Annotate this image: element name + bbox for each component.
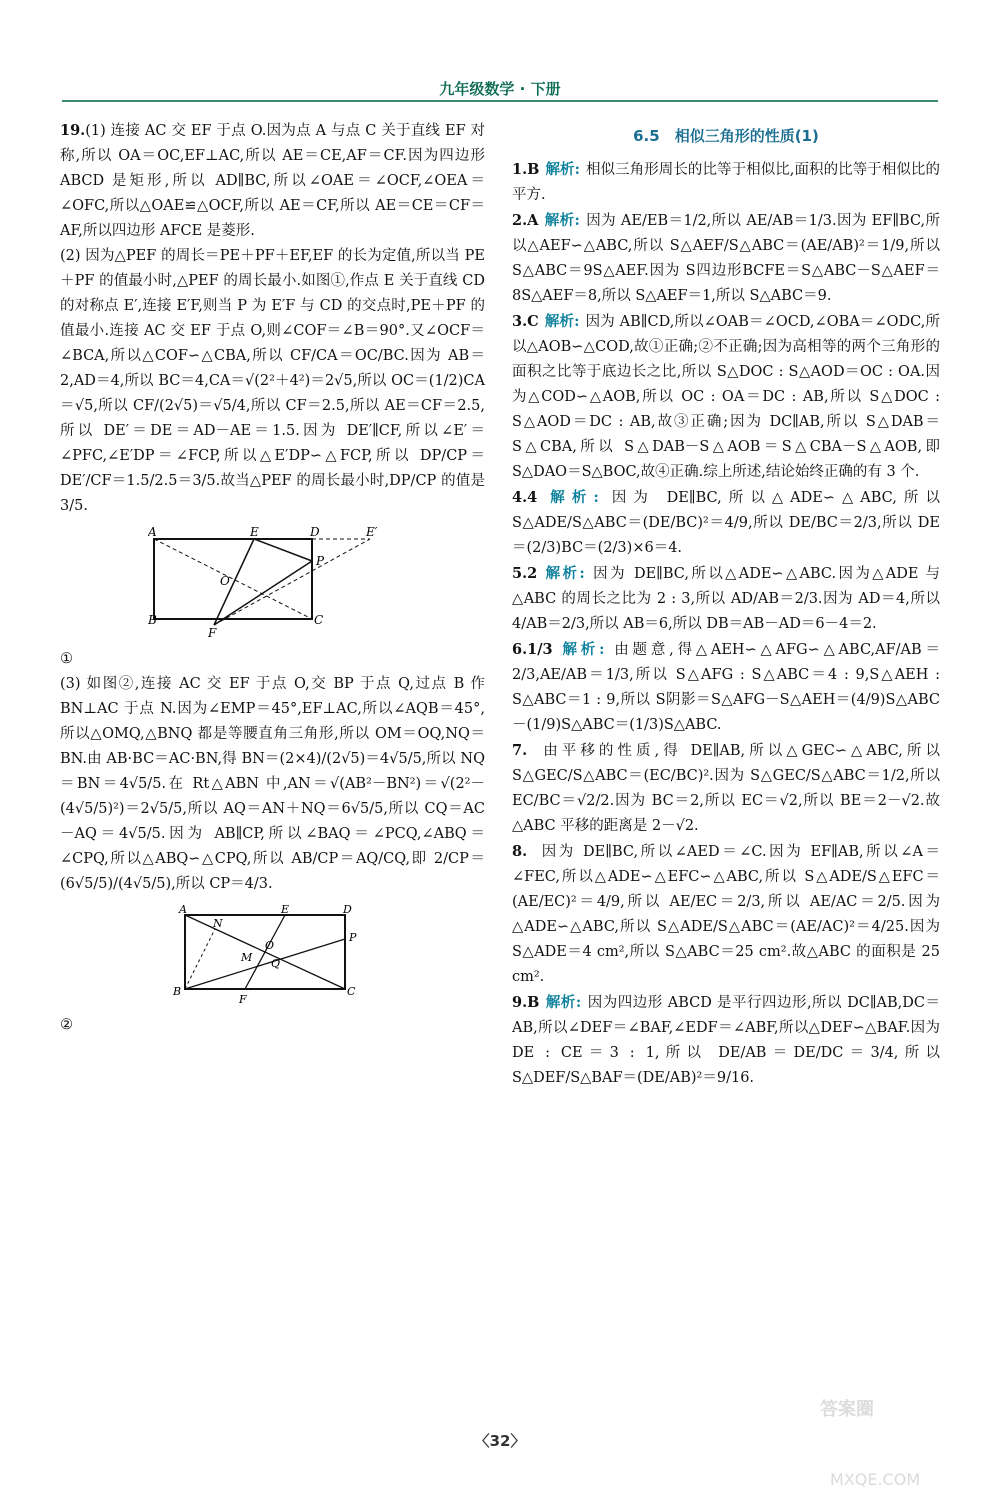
answer-item [512,485,940,561]
analysis-label: 解析: [545,161,580,178]
page-number: 〈32〉 [474,1432,526,1450]
analysis-label: 解析: [544,313,580,330]
q19-number: 19. [60,122,86,139]
fig1-label-c: C [313,613,323,627]
answer-item [512,157,940,208]
fig1-label-e-prime: E′ [365,527,377,539]
answer-item [512,208,940,309]
fig1-label-e: E [249,527,259,539]
analysis-label: 解析: [545,994,582,1011]
answer-item [512,990,940,1091]
header-divider [62,100,938,102]
fig1-label-d: D [309,527,320,539]
answer-number: 5. [512,565,528,582]
answer-choice: 1/3 [527,641,553,658]
page-number-value: 32 [489,1432,511,1450]
answer-number: 8. [512,843,528,860]
answer-choice: B [527,994,540,1011]
answer-text: 因为 AE/EB＝1/2,所以 AE/AB＝1/3.因为 EF∥BC,所以△AEF∽△ABC,所以 S△AEF/S△ABC＝(AE/AB)²＝1/9,所以 S△ABC＝9S△AEF.因为 S四边形BCFE＝S△ABC－S△AEF＝8S△AEF＝8,所以 S△AEF＝1,所以 S△ABC＝9. [512,213,940,304]
figure-2-rectangle [173,905,373,1005]
analysis-label: 解析: [544,212,580,229]
watermark-logo: 答案圈 [820,1399,874,1420]
answer-item [512,309,940,485]
left-column [60,118,485,1038]
fig2-label-f: F [238,993,247,1005]
fig1-label-f: F [207,626,216,639]
answer-text: 因为四边形 ABCD 是平行四边形,所以 DC∥AB,DC＝AB,所以∠DEF＝∠BAF,∠EDF＝∠ABF,所以△DEF∽△BAF.因为 DE : CE＝3 : 1,所以 DE/AB＝DE/DC＝3/4,所以 S△DEF/S△BAF＝(DE/AB)²＝9/16. [512,995,940,1086]
answer-choice: A [527,212,539,229]
fig1-label-p: P [315,554,324,568]
figure-1-caption: ① [60,651,73,667]
answer-text: 因为 DE∥BC,所以△ADE∽△ABC,所以 S△ADE/S△ABC＝(DE/BC)²＝4/9,所以 DE/BC＝2/3,所以 DE＝(2/3)BC＝(2/3)×6＝4. [512,490,940,556]
fig2-label-o: O [264,939,274,952]
fig2-label-e: E [280,905,289,916]
analysis-label: 解析: [543,489,599,506]
fig2-label-b: B [172,985,181,998]
answer-choice: 2 [527,565,538,582]
fig2-label-q: Q [270,957,280,970]
right-column [512,118,940,1091]
fig1-line-ep [254,539,312,561]
page-header-title: 九年级数学 · 下册 [439,80,561,98]
fig2-label-m: M [240,951,252,964]
answer-choice: 4 [527,489,538,506]
answer-text: 由题意,得△AEH∽△AFG∽△ABC,AF/AB＝2/3,AE/AB＝1/3,所以 S△AFG : S△ABC＝4 : 9,S△AEH : S△ABC＝1 : 9,所以 S阴影＝S△AFG－S△AEH＝(4/9)S△ABC－(1/9)S△ABC＝(1/3)S△ABC. [512,642,940,733]
fig1-diagonal-ac [154,539,312,619]
fig1-label-a: A [147,527,157,539]
fig1-line-e-prime-f [214,539,370,625]
answer-number: 9. [512,994,528,1011]
answer-item [512,738,940,839]
answer-choice: C [527,313,539,330]
answer-number: 1. [512,161,528,178]
fig2-label-c: C [346,985,355,998]
answer-text: 相似三角形周长的比等于相似比,面积的比等于相似比的平方. [512,162,940,203]
answer-number: 3. [512,313,528,330]
answer-text: 因为 DE∥BC,所以△ADE∽△ABC.因为△ADE 与△ABC 的周长之比为 2 : 3,所以 AD/AB＝2/3.因为 AD＝4,所以 4/AB＝2/3,所以 AB＝6,所以 DB＝AB－AD＝6－4＝2. [512,566,940,632]
answer-item [512,561,940,637]
q19-part1-text: (1) 连接 AC 交 EF 于点 O.因为点 A 与点 C 关于直线 EF 对称,所以 OA＝OC,EF⊥AC,所以 AE＝CE,AF＝CF.因为四边形 ABCD 是矩形,所以 AD∥BC,所以∠OAE＝∠OCF,∠OEA＝∠OFC,所以△OAE≌△OCF,所以 AE＝CF,所以 AE＝CE＝CF＝AF,所以四边形 AFCE 是菱形. [60,123,485,239]
fig2-label-n: N [212,917,223,930]
analysis-label: 解析: [558,641,605,658]
fig1-label-o: O [219,574,230,588]
fig2-label-a: A [178,905,187,916]
answer-number: 2. [512,212,528,229]
section-title: 6.5 相似三角形的性质(1) [633,127,819,145]
q19-part2: (2) 因为△PEF 的周长＝PE＋PF＋EF,EF 的长为定值,所以当 PE＋PF 的值最小时,△PEF 的周长最小.如图①,作点 E 关于直线 CD 的对称点 E′,连接 E′F,则当 P 为 E′F 与 CD 的交点时,PE＋PF 的值最小.连接 AC 交 EF 于点 O,则∠COF＝∠B＝90°.又∠OCF＝∠BCA,所以△COF∽△CBA,所以 CF/CA＝OC/BC.因为 AB＝2,AD＝4,所以 BC＝4,CA＝√(2²＋4²)＝2√5,所以 OC＝(1/2)CA＝√5,所以 CF/(2√5)＝√5/4,所以 CF＝2.5,所以 AE＝CF＝2.5,所以 DE′＝DE＝AD－AE＝1.5.因为 DE′∥CF,所以∠E′＝∠PFC,∠E′DP＝∠FCP,所以△E′DP∽△FCP,所以 DP/CP＝DE′/CF＝1.5/2.5＝3/5.故当△PEF 的周长最小时,DP/CP 的值是 3/5. [60,248,485,514]
fig2-label-p: P [348,931,356,944]
answer-text: 由平移的性质,得 DE∥AB,所以△GEC∽△ABC,所以 S△GEC/S△ABC＝(EC/BC)².因为 S△GEC/S△ABC＝1/2,所以 EC/BC＝√2/2.因为 BC＝2,所以 EC＝√2,所以 BE＝2－√2.故△ABC 平移的距离是 2－√2. [512,743,940,834]
figure-2-caption: ② [60,1017,73,1033]
answer-item [512,637,940,738]
answer-number: 4. [512,489,528,506]
fig2-line-bn [185,929,215,989]
answer-text: 因为 AB∥CD,所以∠OAB＝∠OCD,∠OBA＝∠ODC,所以△AOB∽△COD,故①正确;②不正确;因为高相等的两个三角形的面积之比等于底边长之比,所以 S△DOC : S△AOD＝OC : OA.因为△COD∽△AOB,所以 OC : OA＝DC : AB,所以 S△DOC : S△AOD＝DC : AB,故③正确;因为 DC∥AB,所以 S△DAB＝S△CBA,所以 S△DAB－S△AOB＝S△CBA－S△AOB,即 S△DAO＝S△BOC,故④正确.综上所述,结论始终正确的有 3 个. [512,314,940,480]
answer-number: 6. [512,641,528,658]
watermark-url: MXQE.COM [830,1470,921,1489]
q19-part1 [60,118,485,244]
answer-list [512,157,940,1091]
fig2-label-d: D [342,905,352,916]
q19-part3: (3) 如图②,连接 AC 交 EF 于点 O,交 BP 于点 Q,过点 B 作 BN⊥AC 于点 N.因为∠EMP＝45°,EF⊥AC,所以∠AQB＝45°,所以△OMQ,△BNQ 都是等腰直角三角形,所以 OM＝OQ,NQ＝BN.由 AB·BC＝AC·BN,得 BN＝(2×4)/(2√5)＝4√5/5,所以 NQ＝BN＝4√5/5.在 Rt△ABN 中,AN＝√(AB²－BN²)＝√(2²－(4√5/5)²)＝2√5/5,所以 AQ＝AN＋NQ＝6√5/5,所以 CQ＝AC－AQ＝4√5/5.因为 AB∥CP,所以∠BAQ＝∠PCQ,∠ABQ＝∠CPQ,所以△ABQ∽△CPQ,所以 AB/CP＝AQ/CQ,即 2/CP＝(6√5/5)/(4√5/5),所以 CP＝4/3. [60,676,485,892]
analysis-label: 解析: [543,565,585,582]
figure-1-rectangle [148,527,398,639]
answer-text: 因为 DE∥BC,所以∠AED＝∠C.因为 EF∥AB,所以∠A＝∠FEC,所以△ADE∽△EFC∽△ABC,所以 S△ADE/S△EFC＝(AE/EC)²＝4/9,所以 AE/EC＝2/3,所以 AE/AC＝2/5.因为△ADE∽△ABC,所以 S△ADE/S△ABC＝(AE/AC)²＝4/25.因为 S△ADE＝4 cm²,所以 S△ABC＝25 cm².故△ABC 的面积是 25 cm². [512,844,940,985]
answer-number: 7. [512,742,528,759]
fig1-label-b: B [147,613,157,627]
answer-choice: B [527,161,540,178]
answer-item [512,839,940,990]
